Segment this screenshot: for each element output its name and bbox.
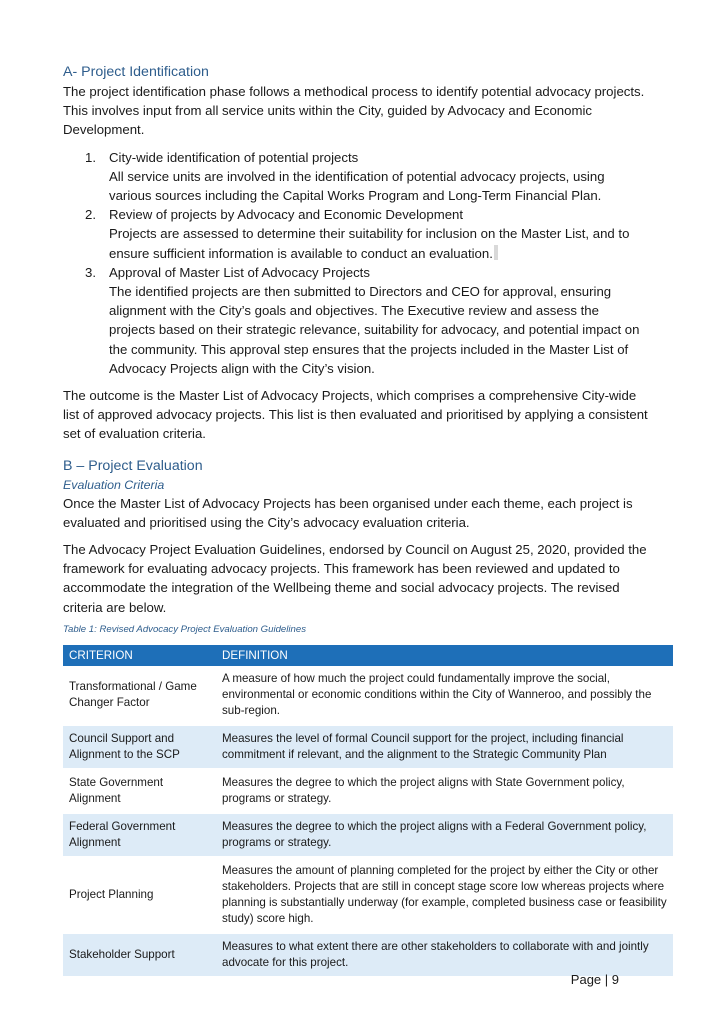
- criterion-cell: State Government Alignment: [63, 769, 216, 813]
- section-a-outcome: The outcome is the Master List of Advocacy Projects, which comprises a comprehensive City-wide list of approved advocacy projects. This list is then evaluated and prioritised by applying a consistent set of evaluation criteria.: [63, 388, 648, 442]
- section-b-heading: B – Project Evaluation: [63, 457, 203, 474]
- list-item-description-text: Projects are assessed to determine their suitability for inclusion on the Master List, and to ensure sufficient information is available to conduct an evaluation.: [109, 226, 630, 261]
- definition-cell: Measures the amount of planning completed for the project by either the City or other stakeholders. Projects that are still in concept stage score low whereas projects where planning is substantially underway (for example, completed business case or feasibility study) score high.: [216, 857, 673, 933]
- section-b-paragraph-1: Once the Master List of Advocacy Projects has been organised under each theme, each project is evaluated and prioritised using the City’s advocacy evaluation criteria.: [63, 495, 633, 530]
- criterion-cell: Project Planning: [63, 857, 216, 933]
- identification-steps-list: [63, 148, 648, 378]
- column-header-criterion: CRITERION: [63, 645, 216, 666]
- table-row: [63, 769, 673, 813]
- list-item: [63, 205, 648, 263]
- table-header-row: [63, 645, 673, 666]
- list-item: [63, 148, 648, 206]
- table-row: [63, 813, 673, 857]
- section-b-paragraph-2: The Advocacy Project Evaluation Guidelines, endorsed by Council on August 25, 2020, provided the framework for evaluating advocacy projects. This framework has been reviewed and updated to accommodate the integration of the Wellbeing theme and social advocacy projects. The revised criteria are below.: [63, 542, 647, 615]
- definition-cell: Measures to what extent there are other stakeholders to collaborate with and jointly advocate for this project.: [216, 933, 673, 977]
- list-item-description: [109, 224, 648, 262]
- list-item: [63, 263, 648, 378]
- list-item-description: All service units are involved in the identification of potential advocacy projects, using various sources including the Capital Works Program and Long-Term Financial Plan.: [109, 168, 605, 204]
- page-content: [63, 62, 667, 978]
- list-item-number: 3.: [85, 264, 96, 280]
- text-cursor-highlight: [494, 245, 498, 260]
- table-row: [63, 725, 673, 769]
- table-row: [63, 666, 673, 725]
- section-a-intro: The project identification phase follows a methodical process to identify potential advocacy projects. This involves input from all service units within the City, guided by Advocacy and Economic Development.: [63, 84, 645, 138]
- evaluation-criteria-table: [63, 645, 673, 978]
- definition-cell: Measures the degree to which the project aligns with State Government policy, programs or strategy.: [216, 769, 673, 813]
- section-b-subheading: Evaluation Criteria: [63, 477, 165, 492]
- list-item-title: Review of projects by Advocacy and Economic Development: [109, 207, 464, 223]
- list-item-number: 1.: [85, 149, 96, 165]
- criterion-cell: Transformational / Game Changer Factor: [63, 666, 216, 725]
- definition-cell: A measure of how much the project could fundamentally improve the social, environmental or economic conditions within the City of Wanneroo, and possibly the sub-region.: [216, 666, 673, 725]
- criterion-cell: Stakeholder Support: [63, 933, 216, 977]
- page-number: Page | 9: [570, 972, 619, 987]
- list-item-title: Approval of Master List of Advocacy Projects: [109, 264, 370, 280]
- criterion-cell: Council Support and Alignment to the SCP: [63, 725, 216, 769]
- column-header-definition: DEFINITION: [216, 645, 673, 666]
- table-caption: Table 1: Revised Advocacy Project Evaluation Guidelines: [63, 623, 307, 635]
- list-item-number: 2.: [85, 207, 96, 223]
- list-item-title: City-wide identification of potential projects: [109, 149, 359, 165]
- section-a-heading: A- Project Identification: [63, 64, 209, 80]
- table-row: [63, 857, 673, 933]
- list-item-description: The identified projects are then submitted to Directors and CEO for approval, ensuring alignment with the City’s goals and objectives. The Executive review and assess the projects based on their strategic relevance, suitability for advocacy, and potential impact on the community. This approval step ensures that the projects included in the Master List of Advocacy Projects align with the City’s vision.: [109, 284, 640, 376]
- criterion-cell: Federal Government Alignment: [63, 813, 216, 857]
- table-row: [63, 933, 673, 977]
- definition-cell: Measures the level of formal Council support for the project, including financial commitment if relevant, and the alignment to the Strategic Community Plan: [216, 725, 673, 769]
- definition-cell: Measures the degree to which the project aligns with a Federal Government policy, programs or strategy.: [216, 813, 673, 857]
